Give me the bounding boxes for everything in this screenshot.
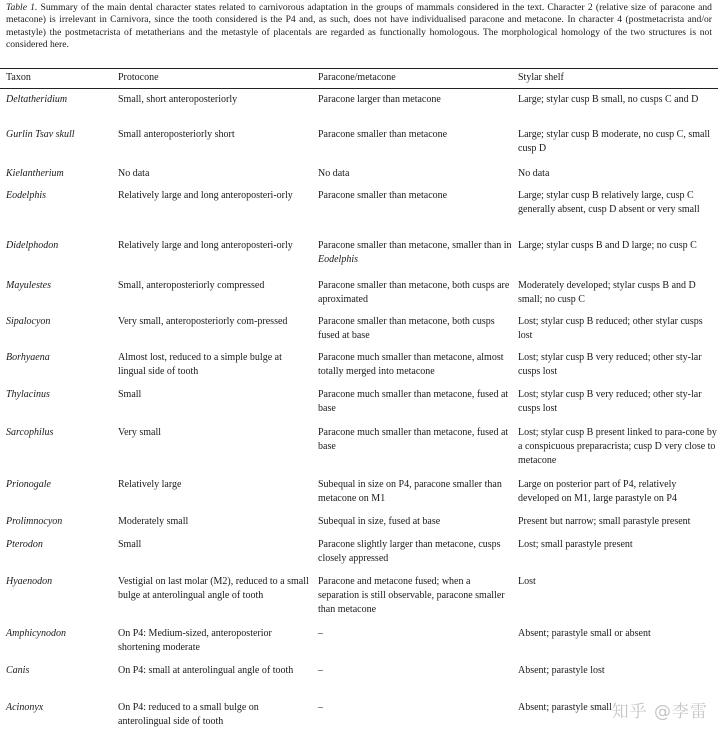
cell-protocone: Almost lost, reduced to a simple bulge at lingual side of tooth bbox=[118, 351, 282, 377]
cell-stylar-shelf: Lost; stylar cusp B reduced; other stylar cusps lost bbox=[518, 315, 703, 341]
table-row bbox=[0, 571, 718, 623]
table-row bbox=[0, 347, 718, 384]
cell-stylar-shelf: Large; stylar cusp B small, no cusps C and D bbox=[518, 94, 699, 105]
cell-protocone: Small anteroposteriorly short bbox=[118, 128, 235, 140]
cell-protocone: No data bbox=[118, 167, 150, 179]
table-row bbox=[0, 474, 718, 511]
cell-stylar-shelf: Absent; parastyle small or absent bbox=[518, 627, 651, 639]
table-caption bbox=[6, 2, 712, 52]
cell-paracone-metacone: Paracone slightly larger than metacone, cusps closely appressed bbox=[318, 538, 501, 564]
cell-protocone: Small bbox=[118, 388, 142, 400]
cell-taxon: Sarcophilus bbox=[6, 426, 54, 438]
cell-stylar-shelf: Large; stylar cusp B relatively large, cusp C generally absent, cusp D absent or very small bbox=[518, 189, 700, 215]
cell-taxon: Borhyaena bbox=[6, 351, 50, 363]
table-row bbox=[0, 534, 718, 571]
cell-paracone-metacone: – bbox=[318, 627, 323, 639]
table-row bbox=[0, 422, 718, 474]
cell-protocone: Relatively large bbox=[118, 478, 182, 490]
cell-paracone-metacone: – bbox=[318, 701, 323, 713]
cell-stylar-shelf: Absent; parastyle lost bbox=[518, 664, 605, 676]
header-paracone-metacone: Paracone/metacone bbox=[312, 70, 512, 89]
cell-stylar-shelf: Large; stylar cusps B and D large; no cusp C bbox=[518, 239, 697, 251]
table-row bbox=[0, 235, 718, 275]
cell-protocone: On P4: Medium-sized, anteroposterior shortening moderate bbox=[118, 627, 272, 653]
cell-taxon: Eodelphis bbox=[6, 189, 46, 201]
header-stylar-shelf: Stylar shelf bbox=[512, 70, 718, 89]
cell-taxon: Thylacinus bbox=[6, 388, 50, 400]
cell-paracone-metacone: – bbox=[318, 664, 323, 676]
cell-protocone: On P4: small at anterolingual angle of tooth bbox=[118, 664, 294, 676]
cell-stylar-shelf: Lost; stylar cusp B present linked to para-cone by a conspicuous preparacrista; cusp D very close to metacone bbox=[518, 426, 717, 466]
cell-protocone: Relatively large and long anteroposteri-orly bbox=[118, 239, 293, 251]
cell-paracone-metacone: Paracone smaller than metacone bbox=[318, 128, 448, 140]
cell-paracone-metacone: Subequal in size on P4, paracone smaller than metacone on M1 bbox=[318, 478, 502, 504]
cell-protocone: Small, short anteroposteriorly bbox=[118, 94, 238, 105]
cell-protocone: Relatively large and long anteroposteri-orly bbox=[118, 189, 293, 201]
cell-taxon: Kielantherium bbox=[6, 167, 64, 179]
caption-text: Summary of the main dental character states related to carnivorous adaptation in the groups of mammals considered in the text. Character 2 (relative size of paracone and metacone) is irrelevant in Carnivora, since the tooth considered is the P4 and, as such, does not have individualised paracone and metacone. In character 4 (postmetacrista and/or metastyle) the postmetacrista of metatherians and the metastyle of placentals are regarded as functionally homologous. The morphological homology of the two structures is not considered here. bbox=[6, 2, 712, 51]
cell-paracone-metacone: Paracone much smaller than metacone, almost totally merged into metacone bbox=[318, 351, 504, 377]
cell-paracone-metacone: No data bbox=[318, 167, 350, 179]
cell-stylar-shelf: Moderately developed; stylar cusps B and D small; no cusp C bbox=[518, 279, 696, 305]
table-row bbox=[0, 384, 718, 422]
table-row bbox=[0, 311, 718, 347]
cell-paracone-metacone: Paracone smaller than metacone, both cusps are aproximated bbox=[318, 279, 510, 305]
cell-protocone: Very small, anteroposteriorly com-pressed bbox=[118, 315, 288, 327]
table-row bbox=[0, 697, 718, 733]
cell-paracone-metacone: Paracone larger than metacone bbox=[318, 94, 441, 105]
character-table bbox=[0, 70, 718, 733]
cell-stylar-shelf: Lost; stylar cusp B very reduced; other sty-lar cusps lost bbox=[518, 351, 702, 377]
cell-stylar-shelf: Lost; small parastyle present bbox=[518, 538, 633, 550]
cell-taxon: Acinonyx bbox=[6, 701, 44, 713]
cell-protocone: On P4: reduced to a small bulge on anterolingual side of tooth bbox=[118, 701, 259, 727]
cell-stylar-shelf: Present but narrow; small parastyle present bbox=[518, 515, 691, 527]
table-row bbox=[0, 511, 718, 534]
table-row bbox=[0, 623, 718, 660]
top-rule bbox=[0, 68, 718, 69]
cell-taxon: Sipalocyon bbox=[6, 315, 51, 327]
cell-paracone-metacone: Paracone smaller than metacone bbox=[318, 189, 448, 201]
table-row bbox=[0, 89, 718, 124]
cell-taxon: Hyaenodon bbox=[6, 575, 53, 587]
cell-stylar-shelf: Large; stylar cusp B moderate, no cusp C, small cusp D bbox=[518, 128, 710, 154]
header-taxon: Taxon bbox=[0, 70, 112, 89]
cell-protocone: Moderately small bbox=[118, 515, 189, 527]
cell-paracone-metacone: Paracone much smaller than metacone, fused at base bbox=[318, 426, 509, 452]
cell-taxon: Amphicynodon bbox=[6, 627, 66, 639]
caption-lead: Table 1. bbox=[6, 2, 38, 13]
cell-taxon: Gurlin Tsav skull bbox=[6, 128, 75, 140]
cell-taxon: Canis bbox=[6, 664, 30, 676]
cell-paracone-metacone: Paracone much smaller than metacone, fused at base bbox=[318, 388, 509, 414]
cell-protocone: Vestigial on last molar (M2), reduced to a small bulge at anterolingual angle of tooth bbox=[118, 575, 309, 601]
table-row bbox=[0, 163, 718, 185]
cell-protocone: Very small bbox=[118, 426, 162, 438]
cell-taxon: Prolimnocyon bbox=[6, 515, 63, 527]
cell-taxon: Mayulestes bbox=[6, 279, 51, 291]
header-row bbox=[0, 70, 718, 89]
table-row bbox=[0, 185, 718, 235]
header-protocone: Protocone bbox=[112, 70, 312, 89]
cell-taxon: Prionogale bbox=[6, 478, 51, 490]
cell-taxon: Didelphodon bbox=[6, 239, 59, 251]
cell-stylar-shelf: Lost bbox=[518, 575, 536, 587]
cell-paracone-metacone: Paracone smaller than metacone, both cusps fused at base bbox=[318, 315, 495, 341]
cell-protocone: Small bbox=[118, 538, 142, 550]
cell-stylar-shelf: Absent; parastyle small bbox=[518, 701, 612, 713]
cell-stylar-shelf: No data bbox=[518, 167, 550, 179]
watermark: 知乎 @李雷 bbox=[611, 702, 708, 722]
cell-taxon: Deltatheridium bbox=[6, 94, 68, 105]
table-row bbox=[0, 275, 718, 311]
cell-stylar-shelf: Large on posterior part of P4, relatively developed on M1, large parastyle on P4 bbox=[518, 478, 677, 504]
cell-protocone: Small, anteroposteriorly compressed bbox=[118, 279, 265, 291]
cell-taxon: Pterodon bbox=[6, 538, 43, 550]
table-body bbox=[0, 89, 718, 733]
cell-paracone-metacone: Paracone and metacone fused; when a separation is still observable, paracone smaller than metacone bbox=[318, 575, 505, 615]
cell-paracone-metacone: Paracone smaller than metacone, smaller than in Eodelphis bbox=[318, 239, 512, 265]
cell-stylar-shelf: Lost; stylar cusp B very reduced; other sty-lar cusps lost bbox=[518, 388, 702, 414]
table-row bbox=[0, 660, 718, 697]
cell-paracone-metacone: Subequal in size, fused at base bbox=[318, 515, 441, 527]
table-row bbox=[0, 124, 718, 163]
